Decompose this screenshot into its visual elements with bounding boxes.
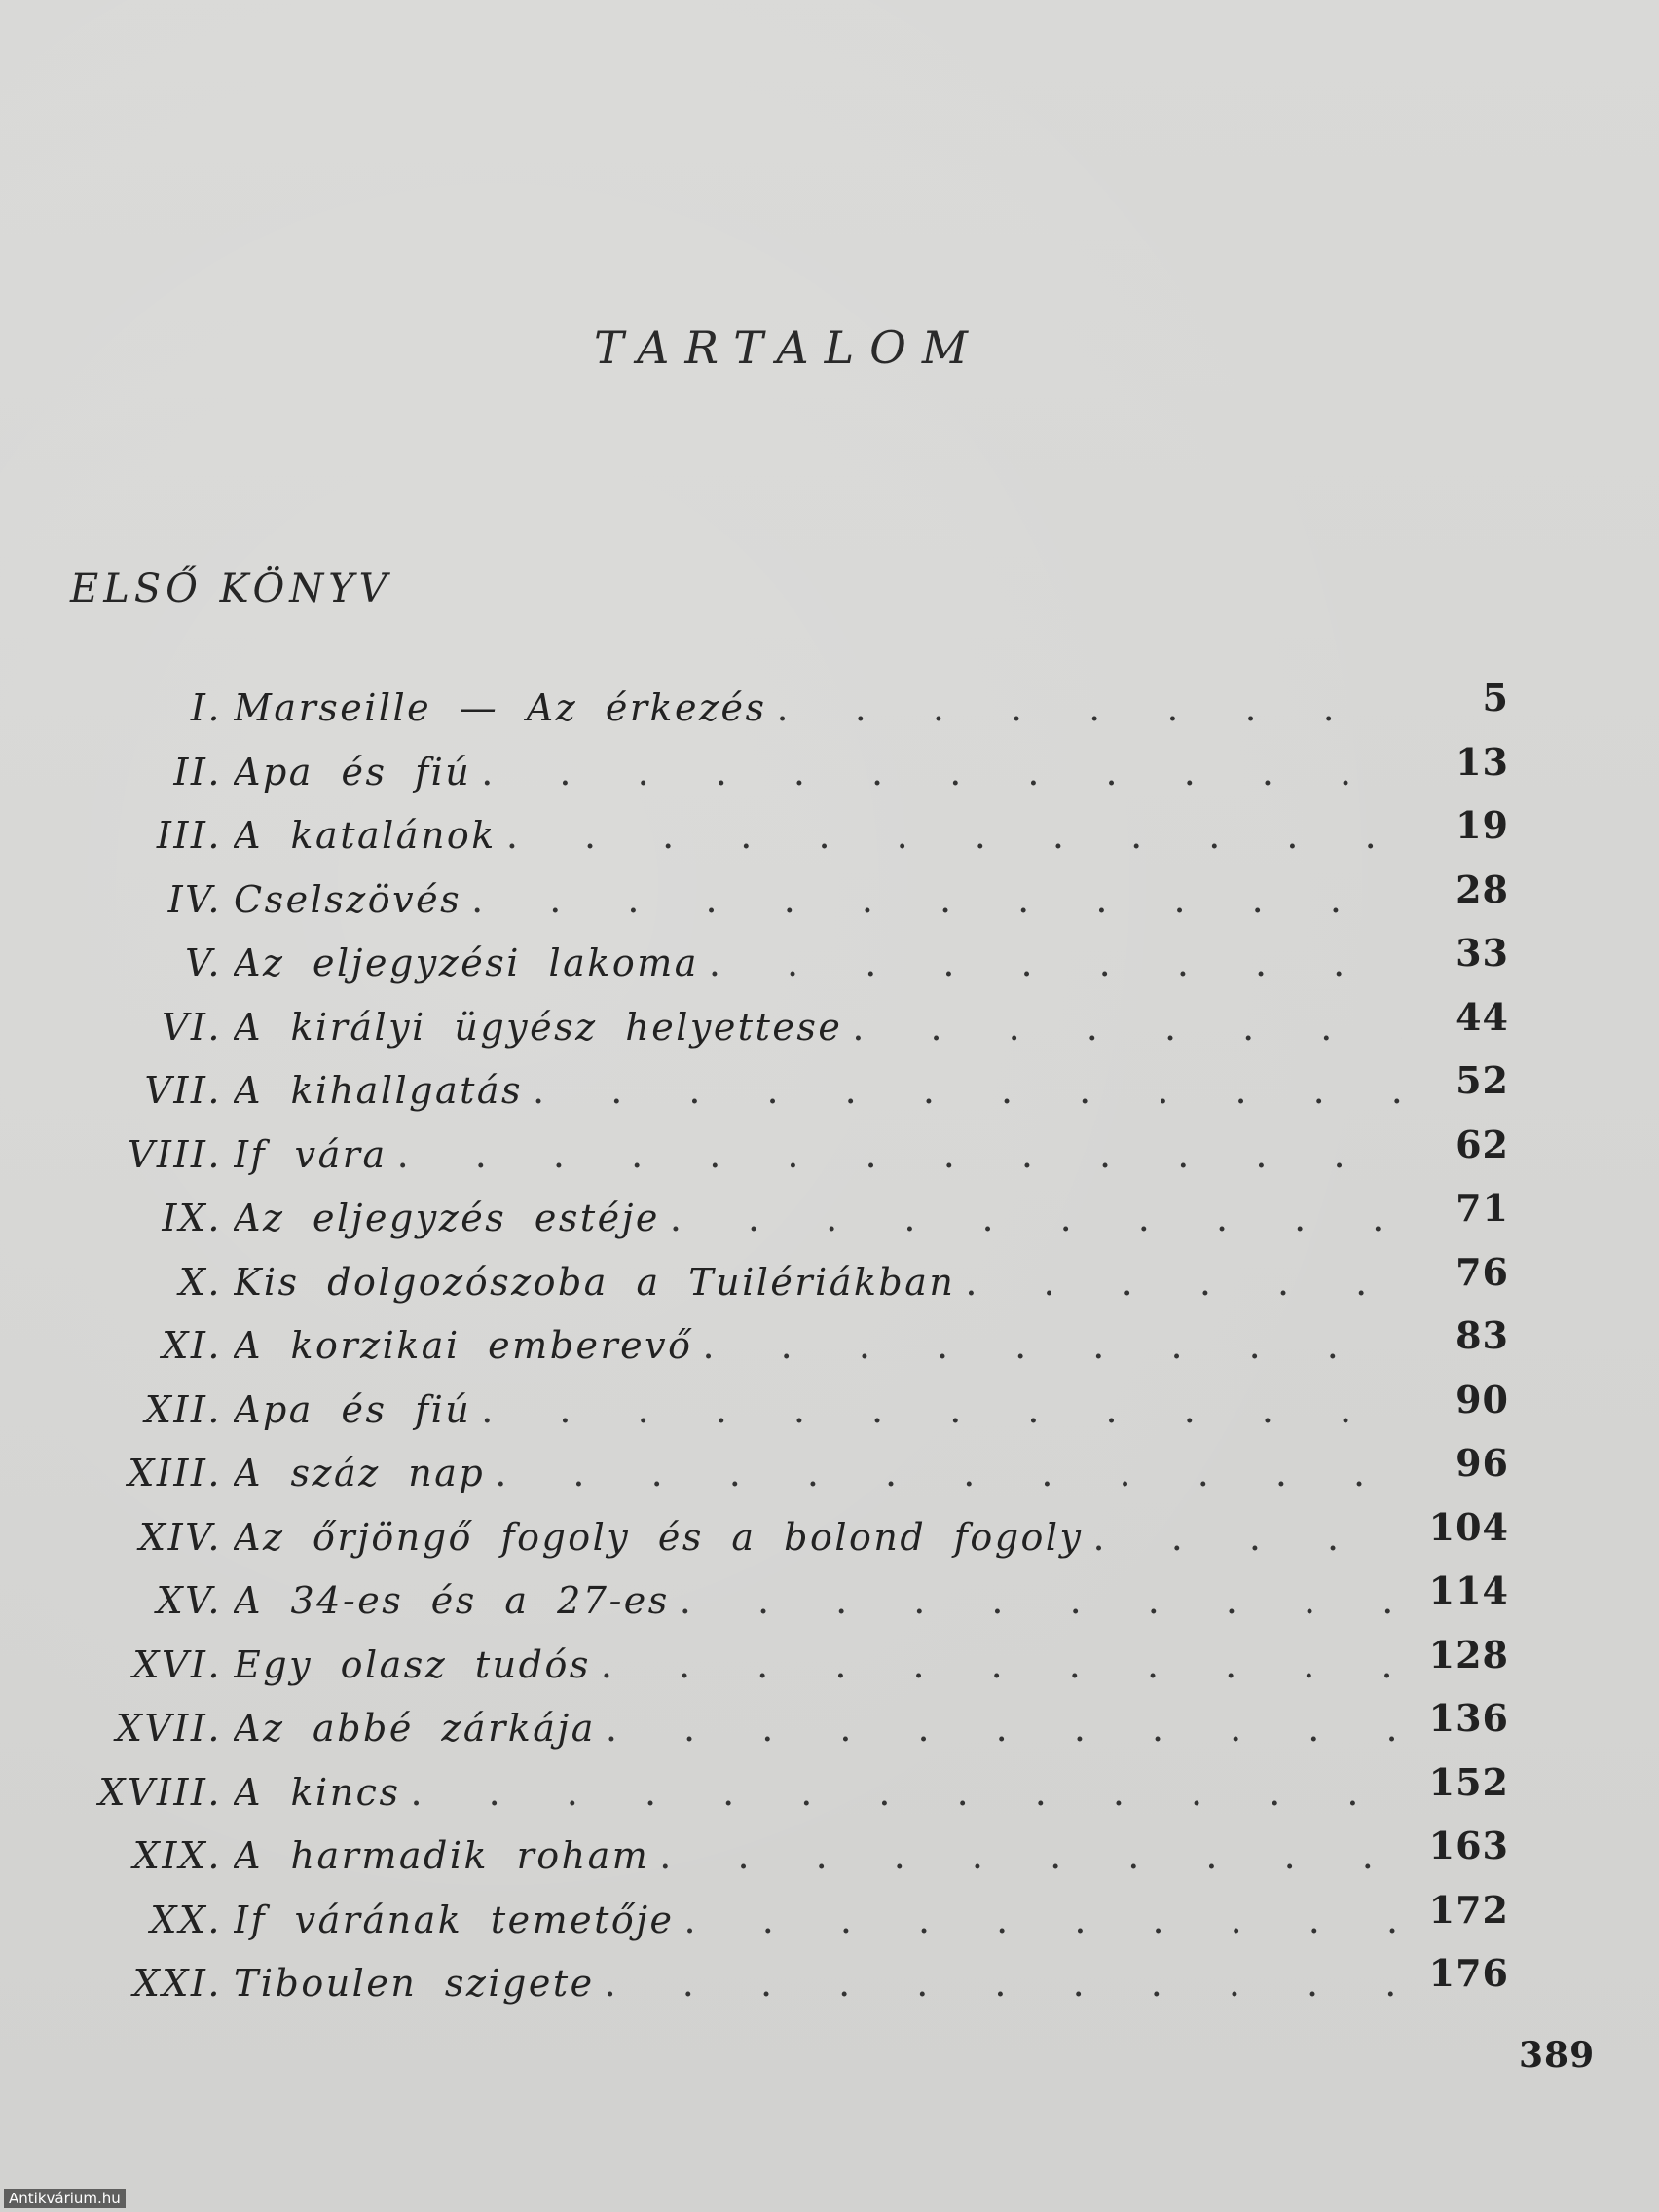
chapter-page-number: 128 (1428, 1632, 1509, 1677)
chapter-line (234, 1064, 1402, 1117)
chapter-number: IV. (167, 877, 222, 921)
dot-leader (670, 1192, 1402, 1244)
chapter-page-number: 71 (1456, 1186, 1509, 1230)
chapter-title: Az eljegyzés estéje (234, 1197, 660, 1239)
chapter-number: III. (156, 814, 222, 857)
dot-leader (533, 1064, 1402, 1117)
chapter-page-number: 104 (1428, 1504, 1509, 1549)
chapter-title: Cselszövés (234, 877, 462, 921)
chapter-number: XIV. (139, 1515, 222, 1559)
toc-entry (0, 739, 1659, 810)
chapter-line (234, 1001, 1402, 1053)
chapter-title: A száz nap (234, 1452, 486, 1494)
chapter-line (234, 746, 1402, 798)
chapter-number: XII. (144, 1387, 222, 1431)
chapter-number: I. (190, 686, 222, 729)
dot-leader (410, 1766, 1402, 1819)
chapter-title: A királyi ügyész helyettese (234, 1005, 843, 1049)
dot-leader (495, 1447, 1402, 1499)
chapter-title: Marseille — Az érkezés (234, 686, 767, 729)
chapter-line (234, 1894, 1402, 1946)
toc-entry (0, 1759, 1659, 1830)
chapter-number: IX. (162, 1197, 222, 1239)
dot-leader (777, 682, 1402, 734)
chapter-page-number: 33 (1456, 931, 1509, 975)
toc-entry (0, 1377, 1659, 1448)
dot-leader (703, 1319, 1402, 1372)
chapter-title: A kihallgatás (234, 1069, 524, 1112)
chapter-title: A korzikai emberevő (234, 1324, 693, 1367)
toc-entry (0, 1951, 1659, 2021)
chapter-title: If vára (234, 1132, 387, 1176)
chapter-number: II. (173, 750, 222, 793)
chapter-title: If várának temetője (234, 1898, 675, 1941)
chapter-page-number: 28 (1456, 866, 1509, 911)
toc-entry (0, 1313, 1659, 1383)
toc-entry (0, 1632, 1659, 1703)
chapter-line (234, 1957, 1402, 2009)
chapter-number: VI. (161, 1005, 222, 1049)
toc-entry (0, 866, 1659, 938)
dot-leader (605, 1957, 1402, 2009)
dot-leader (606, 1702, 1402, 1754)
chapter-line (234, 1766, 1402, 1819)
toc-entry (0, 676, 1659, 746)
chapter-line (234, 1192, 1402, 1244)
toc-entry (0, 1122, 1659, 1193)
chapter-number: XVIII. (98, 1770, 222, 1814)
chapter-page-number: 163 (1428, 1824, 1509, 1867)
toc-entry (0, 1568, 1659, 1639)
table-of-contents (0, 676, 1659, 2021)
dot-leader (471, 873, 1402, 926)
chapter-line (234, 1447, 1402, 1499)
dot-leader (680, 1574, 1402, 1627)
dot-leader (709, 937, 1402, 989)
chapter-line (234, 1639, 1402, 1691)
toc-entry (0, 931, 1659, 1001)
chapter-number: XVI. (132, 1642, 222, 1686)
chapter-page-number: 114 (1428, 1568, 1509, 1612)
chapter-line (234, 1256, 1402, 1309)
chapter-title: Egy olasz tudós (234, 1642, 591, 1686)
chapter-line (234, 1319, 1402, 1372)
chapter-title: Az eljegyzési lakoma (234, 941, 699, 984)
chapter-page-number: 19 (1456, 803, 1509, 847)
chapter-title: Az őrjöngő fogoly és a bolond fogoly (234, 1515, 1084, 1559)
chapter-number: XIII. (128, 1452, 222, 1494)
chapter-page-number: 5 (1482, 676, 1509, 719)
chapter-line (234, 1829, 1402, 1882)
dot-leader (506, 809, 1402, 862)
chapter-number: VIII. (127, 1132, 222, 1176)
toc-entry (0, 803, 1659, 873)
chapter-page-number: 136 (1428, 1696, 1509, 1740)
chapter-number: XX. (150, 1898, 222, 1941)
page-title: TARTALOM (594, 321, 983, 374)
chapter-title: A 34-es és a 27-es (234, 1579, 670, 1622)
chapter-page-number: 172 (1428, 1887, 1509, 1932)
dot-leader (852, 1001, 1402, 1053)
chapter-title: Apa és fiú (234, 750, 472, 793)
chapter-page-number: 13 (1456, 739, 1509, 784)
chapter-number: X. (178, 1260, 222, 1304)
chapter-line (234, 873, 1402, 926)
chapter-page-number: 52 (1456, 1058, 1509, 1102)
chapter-line (234, 937, 1402, 989)
chapter-title: A kincs (234, 1770, 401, 1814)
chapter-number: XV. (156, 1579, 222, 1622)
dot-leader (965, 1256, 1402, 1309)
chapter-page-number: 152 (1428, 1759, 1509, 1804)
chapter-page-number: 96 (1456, 1441, 1509, 1485)
chapter-line (234, 682, 1402, 734)
dot-leader (481, 746, 1402, 798)
book-heading: ELSŐ KÖNYV (70, 567, 392, 611)
chapter-number: XXI. (132, 1962, 222, 2005)
dot-leader (684, 1894, 1402, 1946)
chapter-title: A harmadik roham (234, 1834, 650, 1877)
chapter-title: Az abbé zárkája (234, 1707, 596, 1750)
toc-entry (0, 1696, 1659, 1766)
dot-leader (659, 1829, 1402, 1882)
chapter-line (234, 1383, 1402, 1436)
toc-entry (0, 1249, 1659, 1320)
chapter-page-number: 90 (1456, 1377, 1509, 1421)
dot-leader (481, 1383, 1402, 1436)
watermark: Antikvárium.hu (4, 2189, 126, 2208)
toc-entry (0, 1824, 1659, 1894)
toc-entry (0, 1887, 1659, 1958)
chapter-page-number: 44 (1456, 994, 1509, 1039)
chapter-title: A katalánok (234, 814, 497, 857)
chapter-line (234, 809, 1402, 862)
chapter-page-number: 76 (1456, 1249, 1509, 1294)
toc-entry (0, 1058, 1659, 1128)
chapter-line (234, 1702, 1402, 1754)
page-number: 389 (1519, 2035, 1596, 2076)
chapter-title: Tiboulen szigete (234, 1962, 595, 2005)
chapter-title: Kis dolgozószoba a Tuilériákban (234, 1260, 956, 1304)
chapter-line (234, 1128, 1402, 1181)
dot-leader (397, 1128, 1402, 1181)
chapter-line (234, 1511, 1402, 1564)
chapter-line (234, 1574, 1402, 1627)
chapter-page-number: 62 (1456, 1122, 1509, 1166)
chapter-number: XIX. (132, 1834, 222, 1877)
chapter-title: Apa és fiú (234, 1387, 472, 1431)
chapter-number: VII. (144, 1069, 222, 1112)
chapter-number: V. (185, 941, 222, 984)
chapter-number: XI. (162, 1324, 222, 1367)
chapter-page-number: 176 (1428, 1951, 1509, 1995)
toc-entry (0, 1441, 1659, 1511)
toc-entry (0, 1186, 1659, 1256)
chapter-page-number: 83 (1456, 1313, 1509, 1357)
chapter-number: XVII. (115, 1707, 222, 1750)
toc-entry (0, 1504, 1659, 1575)
dot-leader (601, 1639, 1402, 1691)
toc-entry (0, 994, 1659, 1065)
dot-leader (1093, 1511, 1402, 1564)
